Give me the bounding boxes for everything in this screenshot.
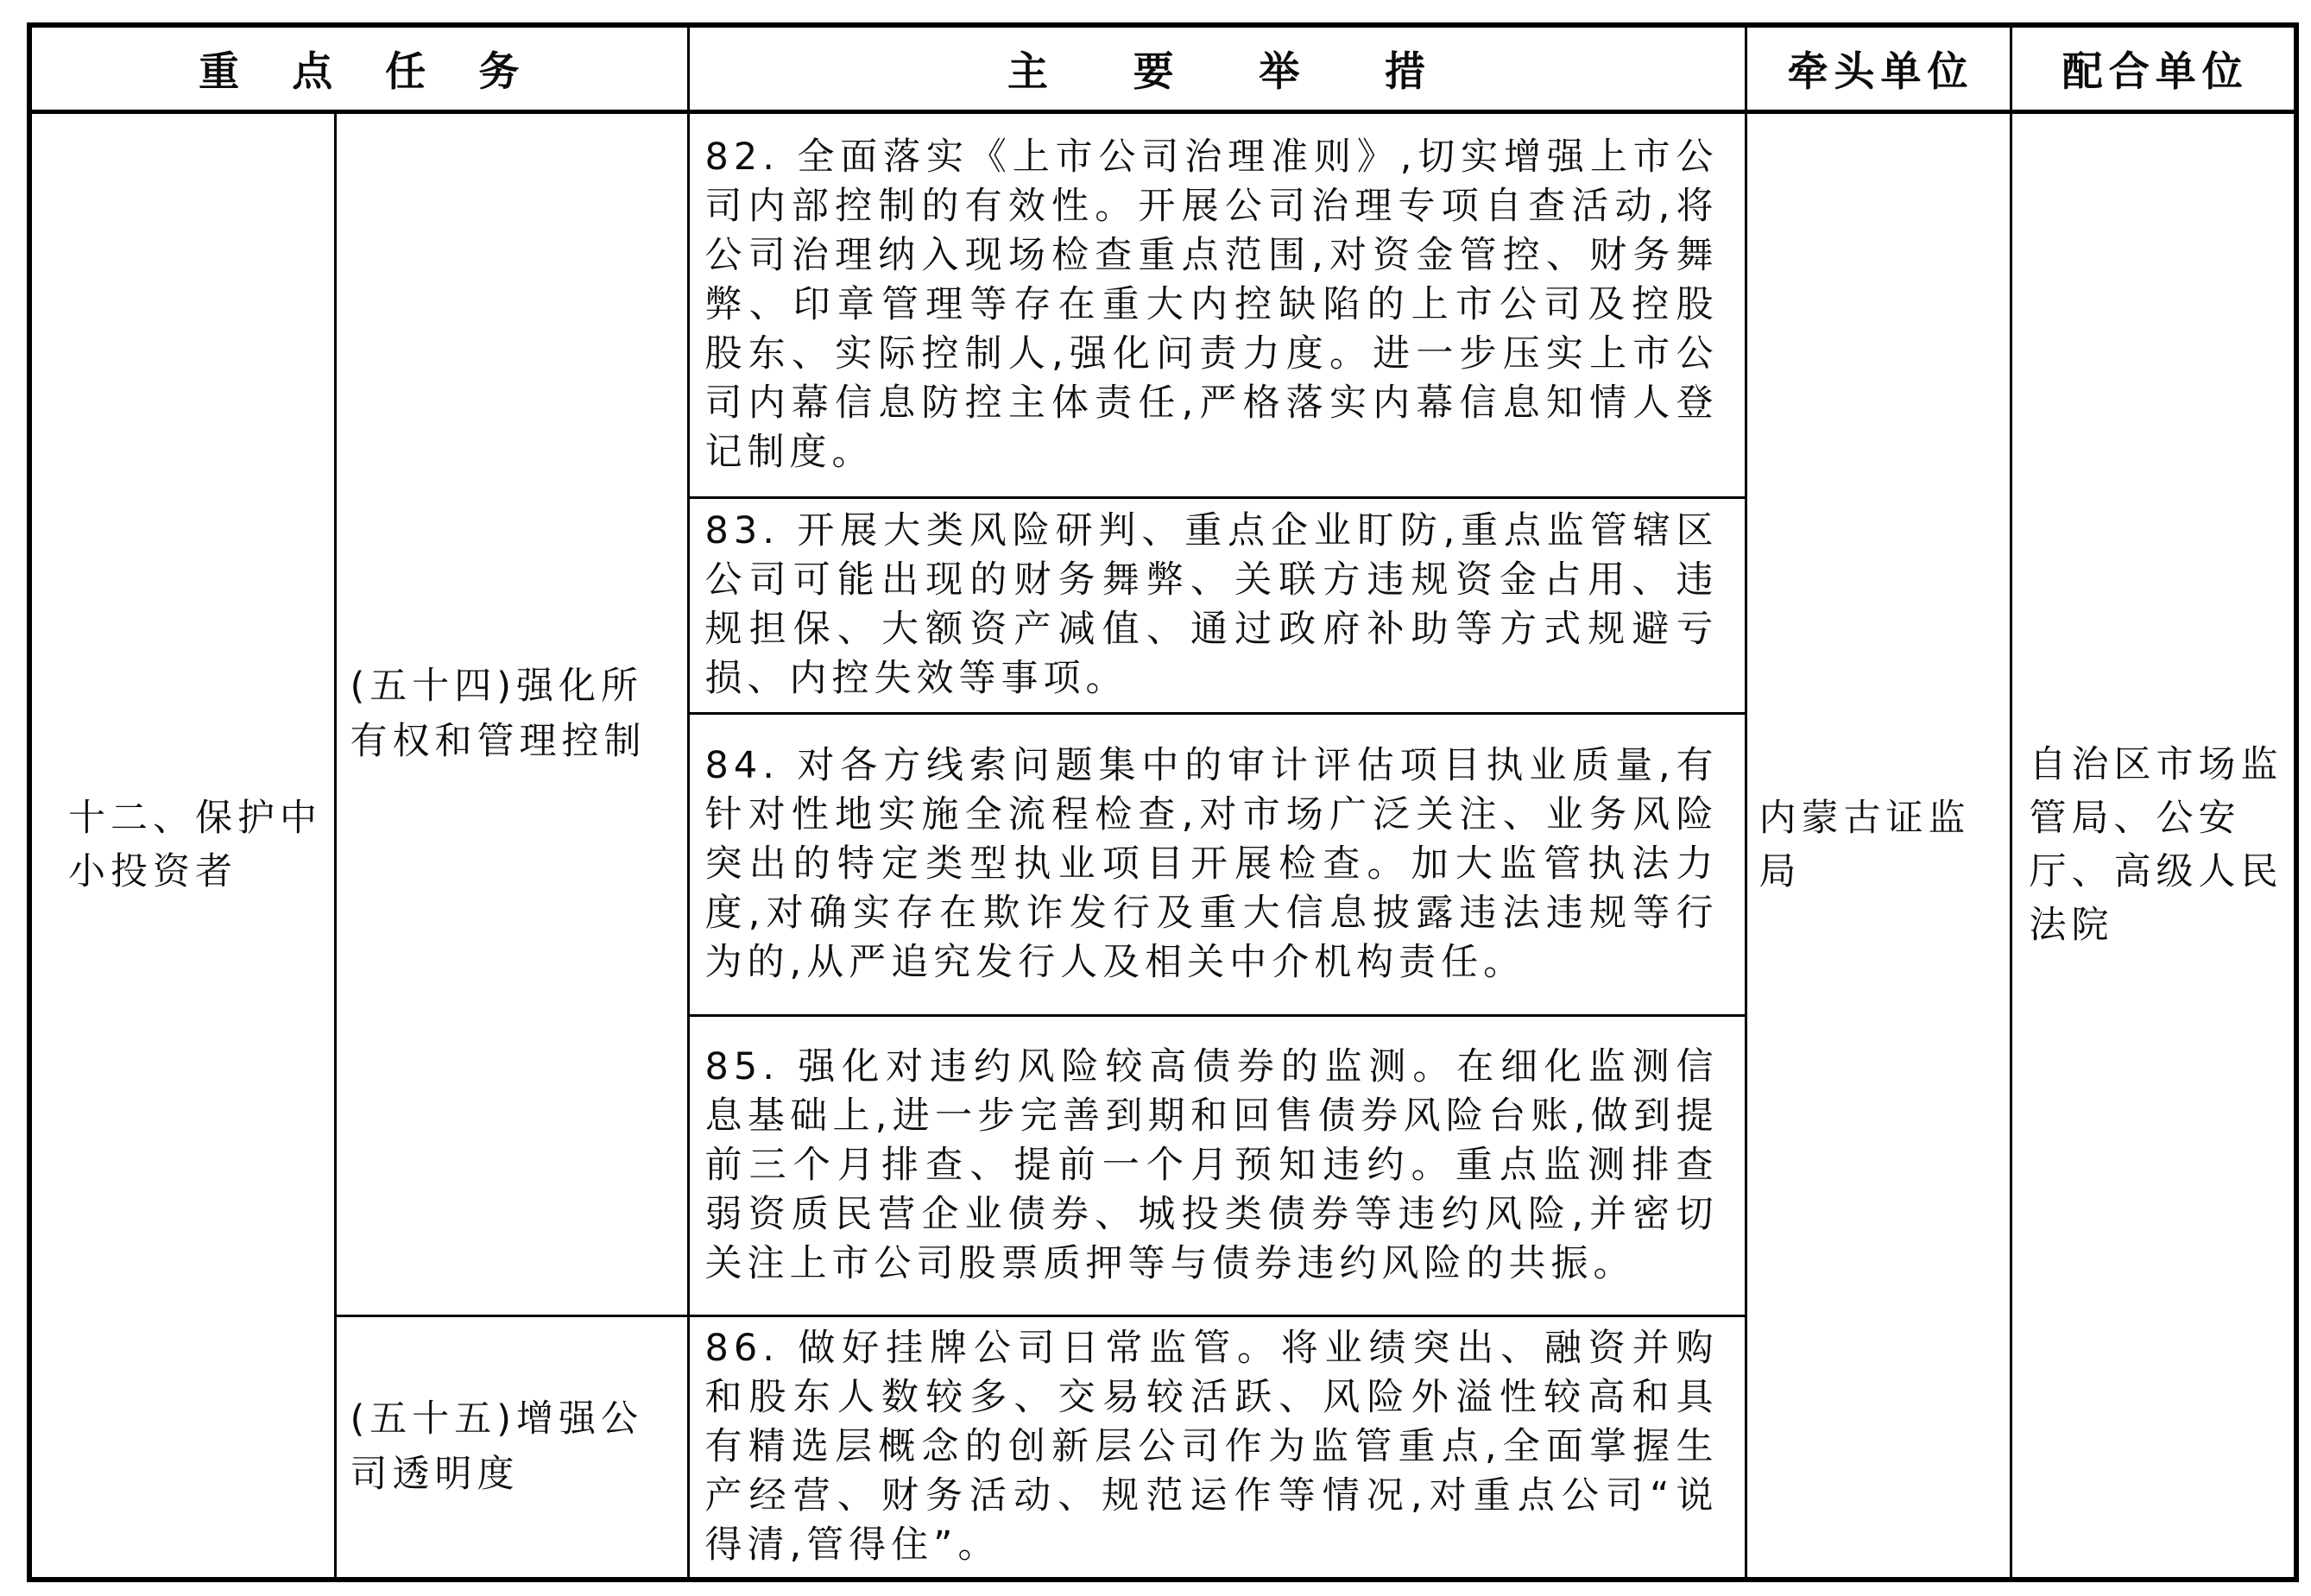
header-lead-unit: 牵头单位 — [1746, 25, 2011, 111]
table-header-row — [29, 25, 2296, 111]
cell-subtask-55: (五十五)增强公司透明度 — [335, 1315, 688, 1580]
cell-support-unit: 自治区市场监管局、公安厅、高级人民法院 — [2011, 111, 2296, 1580]
key-tasks-table — [27, 22, 2299, 1582]
cell-measure-84: 84. 对各方线索问题集中的审计评估项目执业质量,有针对性地实施全流程检查,对市场广泛关注、业务风险突出的特定类型执业项目开展检查。加大监管执法力度,对确实存在欺诈发行及重大信息披露违法违规等行为的,从严追究发行人及相关中介机构责任。 — [688, 713, 1746, 1015]
header-support-unit: 配合单位 — [2011, 25, 2296, 111]
cell-lead-unit: 内蒙古证监局 — [1746, 111, 2011, 1580]
cell-measure-86: 86. 做好挂牌公司日常监管。将业绩突出、融资并购和股东人数较多、交易较活跃、风险外溢性较高和具有精选层概念的创新层公司作为监管重点,全面掌握生产经营、财务活动、规范运作等情况,对重点公司“说得清,管得住”。 — [688, 1315, 1746, 1580]
cell-subtask-54: (五十四)强化所有权和管理控制 — [335, 111, 688, 1315]
cell-measure-83: 83. 开展大类风险研判、重点企业盯防,重点监管辖区公司可能出现的财务舞弊、关联方违规资金占用、违规担保、大额资产减值、通过政府补助等方式规避亏损、内控失效等事项。 — [688, 497, 1746, 713]
cell-measure-85: 85. 强化对违约风险较高债券的监测。在细化监测信息基础上,进一步完善到期和回售债券风险台账,做到提前三个月排查、提前一个月预知违约。重点监测排查弱资质民营企业债券、城投类债券等违约风险,并密切关注上市公司股票质押等与债券违约风险的共振。 — [688, 1015, 1746, 1315]
cell-measure-82: 82. 全面落实《上市公司治理准则》,切实增强上市公司内部控制的有效性。开展公司治理专项自查活动,将公司治理纳入现场检查重点范围,对资金管控、财务舞弊、印章管理等存在重大内控缺陷的上市公司及控股股东、实际控制人,强化问责力度。进一步压实上市公司内幕信息防控主体责任,严格落实内幕信息知情人登记制度。 — [688, 111, 1746, 497]
header-main-measures: 主要举措 — [688, 25, 1746, 111]
table-row-measure-82 — [29, 111, 2296, 497]
cell-key-task-12: 十二、保护中小投资者 — [29, 111, 335, 1580]
header-key-tasks: 重点任务 — [29, 25, 688, 111]
